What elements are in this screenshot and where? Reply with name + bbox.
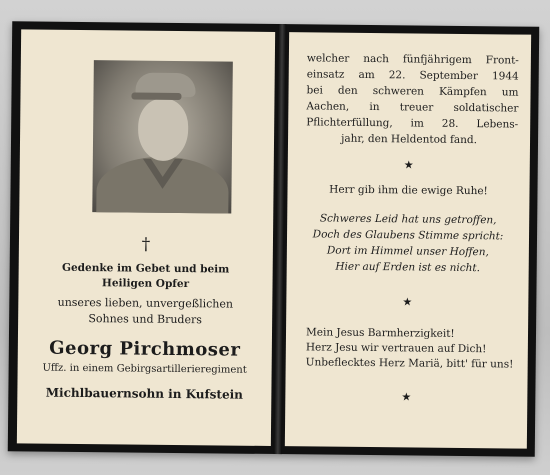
star-icon: ★	[401, 390, 412, 404]
card-fold	[274, 24, 287, 454]
verse-line: Hier auf Erden ist es nicht.	[335, 260, 481, 275]
portrait-face	[138, 99, 189, 162]
verse-line: Schweres Leid hat uns getroffen,	[319, 212, 497, 227]
text-line: Aachen, in treuer soldatischer	[306, 100, 519, 115]
closing-line: Herz Jesu wir vertrauen auf Dich!	[305, 341, 487, 356]
portrait-visor	[131, 93, 181, 101]
verse-line: Dort im Himmel unser Hoffen,	[326, 244, 489, 259]
prayer-line-1: Gedenke im Gebet und beim	[61, 261, 230, 276]
text-line: einsatz am 22. September 1944	[306, 68, 519, 83]
text-line: Pflichterfüllung, im 28. Lebens-	[306, 116, 519, 131]
text-line: bei den schweren Kämpfen um	[306, 84, 519, 99]
portrait-photo	[92, 60, 233, 213]
right-panel	[285, 32, 531, 449]
military-rank: Uffz. in einem Gebirgsartillerieregiment	[42, 362, 247, 376]
closing-line: Mein Jesus Barmherzigkeit!	[305, 326, 455, 340]
closing-line: Unbeflecktes Herz Mariä, bitt' für uns!	[305, 356, 514, 371]
star-icon: ★	[403, 158, 414, 172]
text-line: jahr, den Heldentod fand.	[341, 132, 478, 147]
verse-line: Doch des Glaubens Stimme spricht:	[312, 228, 504, 243]
relation-line-1: unseres lieben, unvergeßlichen	[57, 295, 234, 311]
deceased-name: Georg Pirchmoser	[49, 337, 241, 361]
left-panel	[17, 29, 275, 446]
cross-icon: †	[141, 234, 151, 255]
memorial-card	[8, 21, 539, 456]
eternal-rest-prayer: Herr gib ihm die ewige Ruhe!	[329, 183, 488, 198]
text-line: welcher nach fünfjährigem Front-	[306, 52, 519, 67]
star-icon: ★	[402, 295, 413, 309]
origin-line: Michlbauernsohn in Kufstein	[45, 385, 244, 402]
relation-line-2: Sohnes und Bruders	[88, 312, 202, 327]
prayer-line-2: Heiligen Opfer	[101, 277, 190, 291]
